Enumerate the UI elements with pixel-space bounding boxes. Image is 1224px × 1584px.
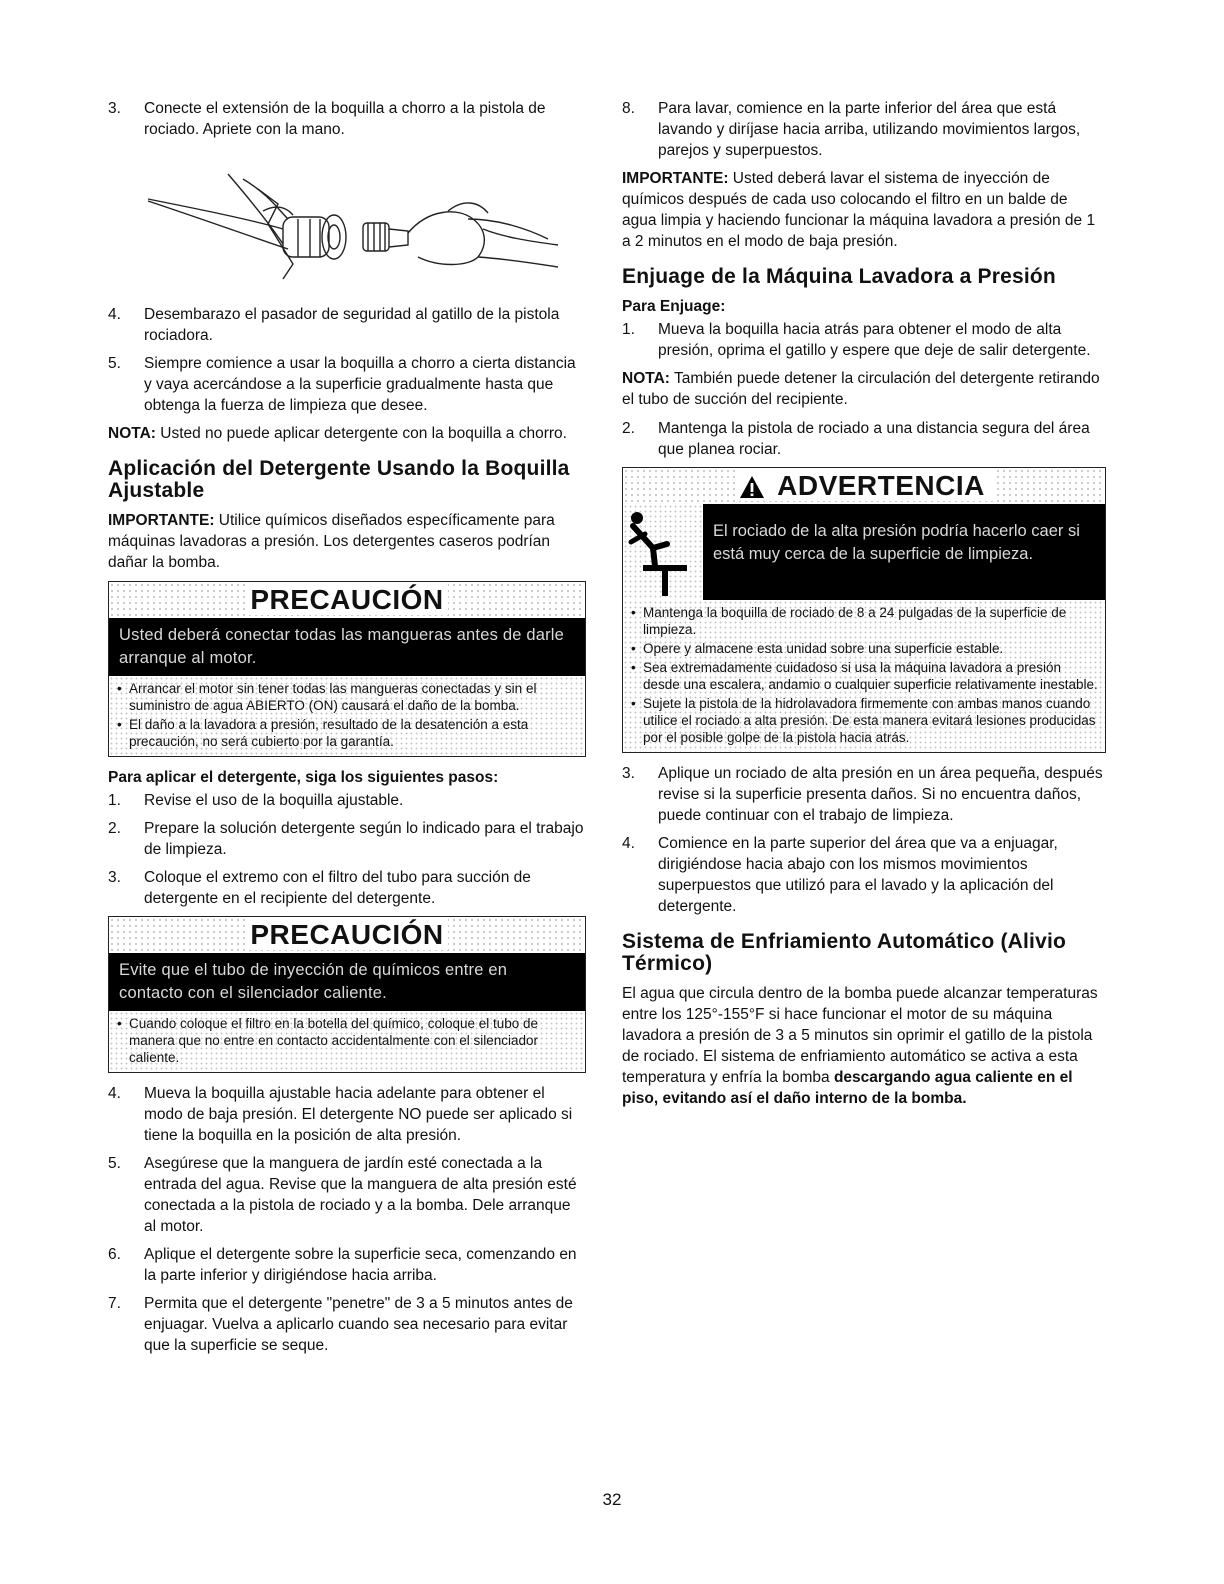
- caution-bullets: [109, 676, 585, 756]
- page-number: 32: [602, 1490, 622, 1509]
- step-3: 3. Conecte el extensión de la boquilla a chorro a la pistola de rociado. Apriete con la mano.: [108, 100, 546, 138]
- nozzle-attachment-illustration: [108, 149, 568, 289]
- note-suction: NOTA: También puede detener la circulación del detergente retirando el tubo de succión del recipiente.: [622, 370, 1100, 408]
- bullet-item: • Cuando coloque el filtro en la botella del químico, coloque el tubo de manera que no entre en contacto accidentalmente con el silenciador caliente.: [117, 1016, 539, 1065]
- bullet-item: • Sea extremadamente cuidadoso si usa la máquina lavadora a presión desde una escalera, andamio o cualquier superficie relativamente inestable.: [631, 660, 1098, 692]
- step-5: 5. Siempre comience a usar la boquilla a chorro a cierta distancia y vaya acercándose a la superficie gradualmente hasta que obtenga la fuerza de limpieza que desee.: [108, 355, 576, 414]
- caution-box-muffler: [108, 916, 586, 1073]
- rinse-step-4: 4. Comience en la parte superior del área que va a enjuagar, dirigiéndose hacia abajo con los mismos movimientos superpuestos que utilizó para el lavado y la aplicación del detergente.: [622, 835, 1058, 915]
- detergent-step-4: 4. Mueva la boquilla ajustable hacia adelante para obtener el modo de baja presión. El detergente NO puede ser aplicado si tiene la boquilla en la posición de alta presión.: [108, 1085, 573, 1144]
- detergent-step-7: 7. Permita que el detergente "penetre" de 3 a 5 minutos antes de enjuagar. Vuelva a aplicarlo cuando sea necesario para evitar que la superficie se seque.: [108, 1295, 573, 1354]
- step-4: 4. Desembarazo el pasador de seguridad al gatillo de la pistola rociadora.: [108, 306, 560, 344]
- warning-box: [622, 467, 1106, 753]
- caution-title: PRECAUCIÓN: [246, 584, 447, 615]
- bullet-item: • Sujete la pistola de la hidrolavadora firmemente con ambas manos cuando utilice el rociado a alta presión. De esta manera evitará lesiones producidas por el posible golpe de la pistola hacia atrás.: [631, 696, 1096, 745]
- caution-message: Usted deberá conectar todas las mangueras antes de darle arranque al motor.: [109, 618, 585, 676]
- cooling-paragraph: El agua que circula dentro de la bomba puede alcanzar temperaturas entre los 125°-155°F si hace funcionar el motor de su máquina lavadora a presión de 3 a 5 minutos sin oprimir el gatillo de la pistola de rociado. El sistema de enfriamiento automático se activa a esta temperatura y enfría la bomba descargando agua caliente en el piso, evitando así el daño interno de la bomba.: [622, 985, 1098, 1107]
- right-column: [622, 98, 1106, 1117]
- bullet-item: • Mantenga la boquilla de rociado de 8 a 24 pulgadas de la superficie de limpieza.: [631, 605, 1067, 637]
- detergent-step-6: 6. Aplique el detergente sobre la superficie seca, comenzando en la parte inferior y dirigiéndose hacia arriba.: [108, 1246, 577, 1284]
- detergent-step-5: 5. Asegúrese que la manguera de jardín esté conectada a la entrada del agua. Revise que la manguera de alta presión esté conectada a la pistola de rociado y a la bomba. Dele arranque al motor.: [108, 1155, 577, 1235]
- warning-message: El rociado de la alta presión podría hacerlo caer si está muy cerca de la superficie de limpieza.: [703, 504, 1105, 600]
- bullet-item: • El daño a la lavadora a presión, resultado de la desatención a esta precaución, no será cubierto por la garantía.: [117, 717, 529, 749]
- heading-detergent: Aplicación del Detergente Usando la Boquilla Ajustable: [108, 457, 570, 502]
- bullet-item: • Opere y almacene esta unidad sobre una superficie estable.: [631, 641, 1004, 656]
- detergent-step-3: 3. Coloque el extremo con el filtro del tubo para succión de detergente en el recipiente del detergente.: [108, 869, 531, 907]
- heading-cooling: Sistema de Enfriamiento Automático (Alivio Térmico): [622, 930, 1067, 975]
- step-8: 8. Para lavar, comience en la parte inferior del área que está lavando y diríjase hacia arriba, utilizando movimientos largos, parejos y superpuestos.: [622, 100, 1081, 159]
- subhead-rinse: Para Enjuage:: [622, 298, 726, 315]
- warning-bullets: [623, 600, 1105, 752]
- warning-triangle-icon: [739, 475, 765, 499]
- falling-person-icon: [623, 504, 703, 600]
- rinse-step-1: 1. Mueva la boquilla hacia atrás para obtener el modo de alta presión, oprima el gatillo y espere que deje de salir detergente.: [622, 321, 1091, 359]
- note-nozzle: NOTA: Usted no puede aplicar detergente con la boquilla a chorro.: [108, 425, 567, 442]
- rinse-step-2: 2. Mantenga la pistola de rociado a una distancia segura del área que planea rociar.: [622, 420, 1090, 458]
- subhead-detergent-steps: Para aplicar el detergente, siga los siguientes pasos:: [108, 769, 499, 786]
- detergent-step-1: 1. Revise el uso de la boquilla ajustable.: [108, 792, 404, 809]
- caution-title: PRECAUCIÓN: [246, 919, 447, 950]
- caution-box-hoses: [108, 581, 586, 757]
- important-chemicals: IMPORTANTE: Utilice químicos diseñados específicamente para máquinas lavadoras a presión. Los detergentes caseros podrían dañar la bomba.: [108, 512, 555, 571]
- heading-rinse: Enjuage de la Máquina Lavadora a Presión: [622, 265, 1056, 288]
- left-column: [108, 98, 586, 1363]
- rinse-step-3: 3. Aplique un rociado de alta presión en un área pequeña, después revise si la superficie presenta daños. Si no encuentra daños, puede continuar con el trabajo de limpieza.: [622, 765, 1103, 824]
- detergent-step-2: 2. Prepare la solución detergente según lo indicado para el trabajo de limpieza.: [108, 820, 584, 858]
- caution-message: Evite que el tubo de inyección de químicos entre en contacto con el silenciador caliente.: [109, 953, 585, 1011]
- caution-bullets: [109, 1011, 585, 1072]
- warning-title: ADVERTENCIA: [773, 470, 989, 501]
- bullet-item: • Arrancar el motor sin tener todas las mangueras conectadas y sin el suministro de agua ABIERTO (ON) causará el daño de la bomba.: [117, 681, 537, 713]
- important-flush: IMPORTANTE: Usted deberá lavar el sistema de inyección de químicos después de cada uso colocando el filtro en un balde de agua limpia y haciendo funcionar la máquina lavadora a presión de 1 a 2 minutos en el modo de baja presión.: [622, 170, 1096, 250]
